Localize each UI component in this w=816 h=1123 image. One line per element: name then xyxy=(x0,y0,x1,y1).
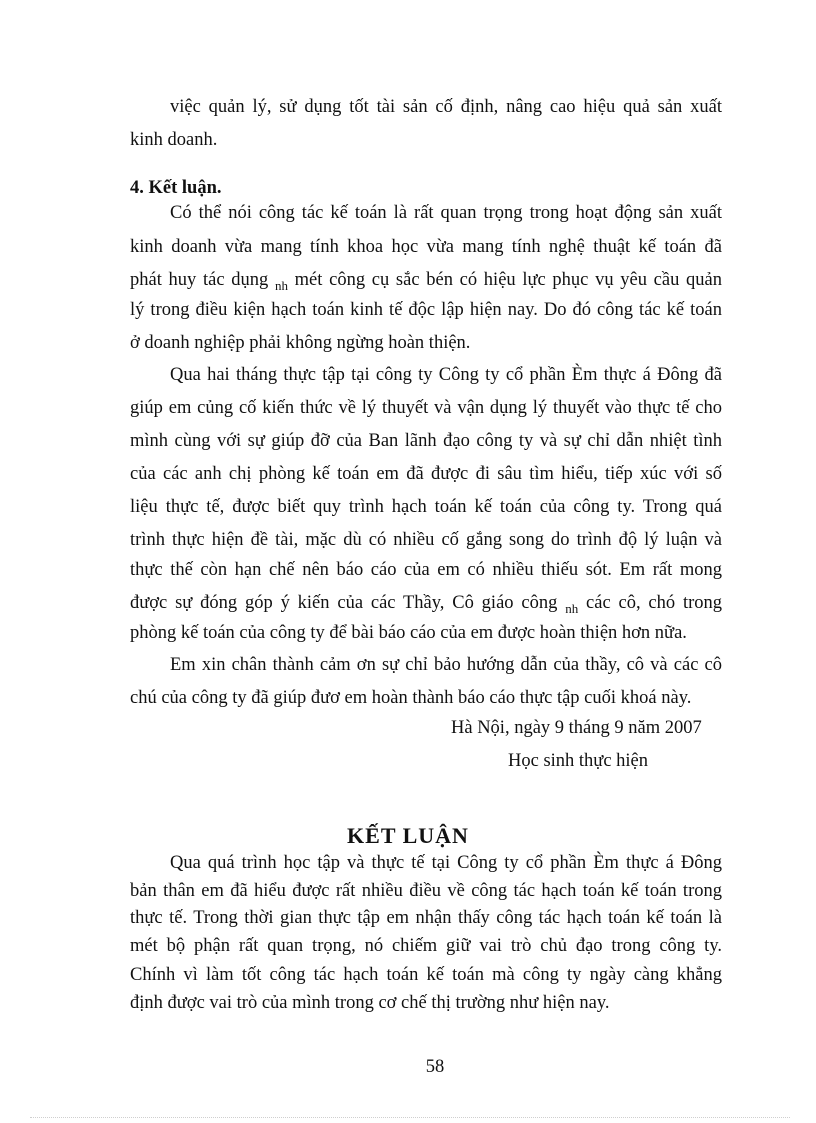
body-line: Qua quá trình học tập và thực tế tại Công ty cổ phần Èm thực á Đông xyxy=(170,853,722,873)
body-line: lý trong điều kiện hạch toán kinh tế độc lập hiện nay. Do đó công tác kế toán xyxy=(130,300,722,320)
body-line: Chính vì làm tốt công tác hạch toán kế toán mà công ty ngày càng khẳng xyxy=(130,965,722,985)
body-line: thực tế. Trong thời gian thực tập em nhận thấy công tác hạch toán kế toán là xyxy=(130,908,722,928)
body-line: kinh doanh vừa mang tính khoa học vừa mang tính nghệ thuật kế toán đã xyxy=(130,237,722,257)
body-line: Qua hai tháng thực tập tại công ty Công ty cổ phần Èm thực á Đông đã xyxy=(170,365,722,385)
body-line: thực thế còn hạn chế nên báo cáo của em có nhiều thiếu sót. Em rất mong xyxy=(130,560,722,580)
subscript-fragment: nh xyxy=(565,601,579,616)
body-line: bản thân em đã hiểu được rất nhiều điều về công tác hạch toán kế toán trong xyxy=(130,881,722,901)
body-line: Em xin chân thành cảm ơn sự chỉ bảo hướng dẫn của thầy, cô và các cô xyxy=(170,655,722,675)
text-run: phát huy tác dụng xyxy=(130,270,269,290)
body-line xyxy=(130,590,722,617)
body-line: chú của công ty đã giúp đươ em hoàn thành báo cáo thực tập cuối khoá này. xyxy=(130,688,692,708)
conclusion-title: KẾT LUẬN xyxy=(347,823,469,848)
body-line: việc quản lý, sử dụng tốt tài sản cố định, nâng cao hiệu quả sản xuất xyxy=(170,97,722,117)
signature-line: Học sinh thực hiện xyxy=(508,751,649,771)
section-heading: 4. Kết luận. xyxy=(130,178,222,198)
body-line: giúp em củng cố kiến thức về lý thuyết và vận dụng lý thuyết vào thực tế cho xyxy=(130,398,722,418)
body-line: phòng kế toán của công ty để bài báo cáo của em được hoàn thiện hơn nữa. xyxy=(130,623,687,643)
text-run: được sự đóng góp ý kiến của các Thầy, Cô giáo công xyxy=(130,593,558,613)
date-line: Hà Nội, ngày 9 tháng 9 năm 2007 xyxy=(451,718,702,738)
text-run: các cô, chó trong xyxy=(586,593,723,613)
body-line: định được vai trò của mình trong cơ chế thị trường như hiện nay. xyxy=(130,993,610,1013)
body-line: của các anh chị phòng kế toán em đã được đi sâu tìm hiểu, tiếp xúc với số xyxy=(130,464,722,484)
body-line: liệu thực tế, được biết quy trình hạch toán kế toán của công ty. Trong quá xyxy=(130,497,722,517)
page-bottom-border xyxy=(30,1117,790,1118)
body-line: trình thực hiện đề tài, mặc dù có nhiều cố gắng song do trình độ lý luận và xyxy=(130,530,722,550)
body-line: kinh doanh. xyxy=(130,130,218,150)
subscript-fragment: nh xyxy=(274,278,288,293)
body-line: ở doanh nghiệp phải không ngừng hoàn thiện. xyxy=(130,333,471,353)
body-line: mét bộ phận rất quan trọng, nó chiếm giữ vai trò chủ đạo trong công ty. xyxy=(130,936,722,956)
body-line: mình cùng với sự giúp đỡ của Ban lãnh đạo công ty và sự chỉ dẫn nhiệt tình xyxy=(130,431,722,451)
body-line xyxy=(130,267,722,294)
body-line: Có thể nói công tác kế toán là rất quan trọng trong hoạt động sản xuất xyxy=(170,203,722,223)
text-run: mét công cụ sắc bén có hiệu lực phục vụ yêu cầu quản xyxy=(294,270,723,290)
page-number: 58 xyxy=(425,1057,445,1077)
